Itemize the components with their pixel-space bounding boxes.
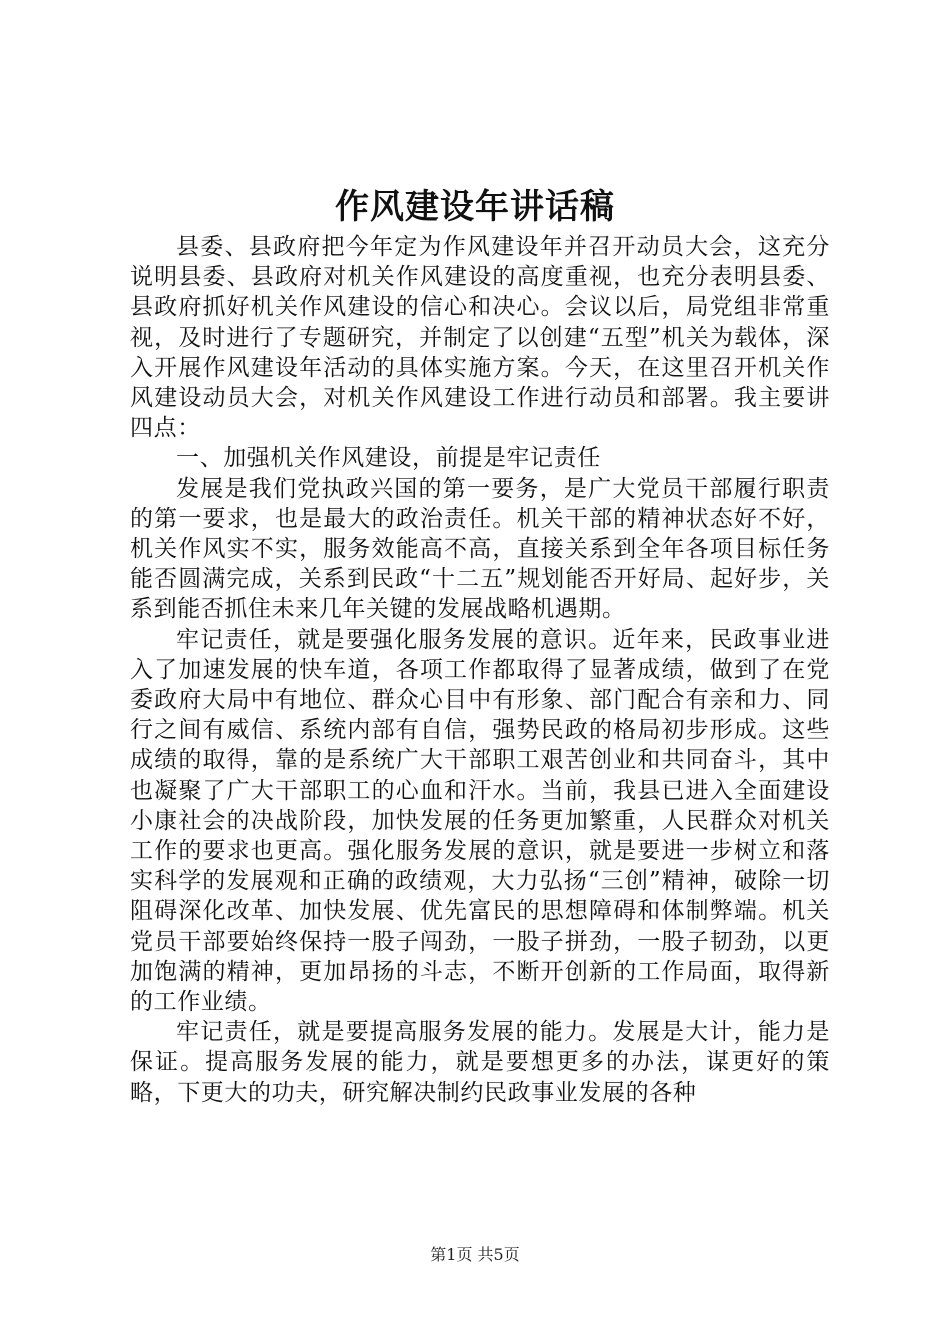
paragraph-responsibility: 发展是我们党执政兴国的第一要务，是广大党员干部履行职责的第一要求，也是最大的政治责任。机关干部的精神状态好不好，机关作风实不实，服务效能高不高，直接关系到全年各项目标任务能否圆满完成，关系到民政“十二五”规划能否开好局、起好步，关系到能否抓住未来几年关键的发展战略机遇期。 (130, 475, 830, 623)
paragraph-service-capability: 牢记责任，就是要提高服务发展的能力。发展是大计，能力是保证。提高服务发展的能力，就是要想更多的办法，谋更好的策略，下更大的功夫，研究解决制约民政事业发展的各种 (130, 1019, 830, 1106)
document-body (130, 232, 830, 1108)
section-heading-1: 一、加强机关作风建设，前提是牢记责任 (176, 445, 601, 472)
document-title: 作风建设年讲话稿 (335, 187, 615, 227)
page-number-footer: 第1页 共5页 (430, 1245, 520, 1264)
paragraph-service-awareness: 牢记责任，就是要强化服务发展的意识。近年来，民政事业进入了加速发展的快车道，各项工作都取得了显著成绩，做到了在党委政府大局中有地位、群众心目中有形象、部门配合有亲和力、同行之间有威信、系统内部有自信，强势民政的格局初步形成。这些成绩的取得，靠的是系统广大干部职工艰苦创业和共同奋斗，其中也凝聚了广大干部职工的心血和汗水。当前，我县已进入全面建设小康社会的决战阶段，加快发展的任务更加繁重，人民群众对机关工作的要求也更高。强化服务发展的意识，就是要进一步树立和落实科学的发展观和正确的政绩观，大力弘扬“三创”精神，破除一切阻碍深化改革、加快发展、优先富民的思想障碍和体制弊端。机关党员干部要始终保持一股子闯劲，一股子拼劲，一股子韧劲，以更加饱满的精神，更加昂扬的斗志，不断开创新的工作局面，取得新的工作业绩。 (130, 626, 830, 1016)
paragraph-intro: 县委、县政府把今年定为作风建设年并召开动员大会，这充分说明县委、县政府对机关作风建设的高度重视，也充分表明县委、县政府抓好机关作风建设的信心和决心。会议以后，局党组非常重视，及时进行了专题研究，并制定了以创建“五型”机关为载体，深入开展作风建设年活动的具体实施方案。今天，在这里召开机关作风建设动员大会，对机关作风建设工作进行动员和部署。我主要讲四点： (130, 234, 830, 442)
